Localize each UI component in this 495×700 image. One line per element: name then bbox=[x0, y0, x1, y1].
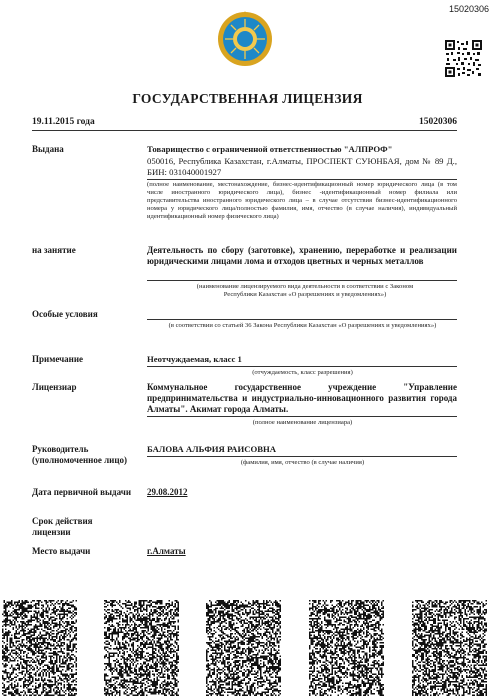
licensor-underline bbox=[147, 416, 457, 417]
validity-label: Срок действия bbox=[32, 516, 93, 526]
document-number: 15020306 bbox=[448, 4, 489, 14]
licensee-underline bbox=[147, 179, 457, 180]
head-label: Руководитель bbox=[32, 444, 89, 454]
issue-date: 19.11.2015 года bbox=[32, 117, 95, 127]
special-conditions-underline bbox=[147, 319, 457, 320]
security-barcode-1 bbox=[2, 600, 77, 696]
activity-note: (наименование лицензируемого вида деятельности в соответствии с Законом Республики Казахстан «О разрешениях и уведомлениях») bbox=[196, 283, 414, 298]
place-value: г.Алматы bbox=[147, 546, 186, 556]
remark-text: Неотчуждаемая, класс 1 bbox=[147, 354, 242, 364]
qr-code-icon bbox=[445, 40, 482, 77]
validity-sublabel: лицензии bbox=[32, 527, 71, 537]
page-title: ГОСУДАРСТВЕННАЯ ЛИЦЕНЗИЯ bbox=[132, 91, 363, 106]
head-underline bbox=[147, 456, 457, 457]
licensee-note: (полное наименование, местонахождение, бизнес-идентификационный номер юридического лица (в том числе иностранного юридического лица), бизнес -идентификационный номер филиала или представительства иностранного юридического лица – в случае отсутствия бизнес-идентификационного номера у юридического лица/полностью фамилия, имя, отчество (в случае наличия), индивидуальный идентификационный номер физического лица) bbox=[147, 181, 457, 220]
activity-underline bbox=[147, 280, 457, 281]
security-barcode-4 bbox=[309, 600, 384, 696]
security-barcode-5 bbox=[412, 600, 487, 696]
head-sublabel: (уполномоченное лицо) bbox=[32, 455, 128, 465]
licensor-note: (полное наименование лицензиара) bbox=[252, 419, 353, 426]
first-issue-date: 29.08.2012 bbox=[147, 487, 188, 497]
remark-underline bbox=[147, 366, 457, 367]
head-note: (фамилия, имя, отчество (в случае наличия) bbox=[240, 459, 365, 466]
special-conditions-note: (в соответствии со статьей 36 Закона Республики Казахстан «О разрешениях и уведомлениях») bbox=[168, 322, 437, 329]
first-issue-label: Дата первичной выдачи bbox=[32, 487, 132, 497]
licensee-name: Товарищество с ограниченной ответственностью "АЛПРОФ" bbox=[147, 144, 393, 154]
license-number: 15020306 bbox=[419, 117, 457, 127]
remark-label: Примечание bbox=[32, 354, 84, 364]
licensor-text: Коммунальное государственное учреждение "Управление предпринимательства и индустриально-инновационного развития города Алматы". Акимат города Алматы. bbox=[147, 382, 457, 414]
licensor-label: Лицензиар bbox=[32, 382, 77, 392]
remark-note: (отчуждаемость, класс разрешения) bbox=[252, 369, 353, 376]
header-divider bbox=[32, 130, 457, 131]
head-name: БАЛОВА АЛЬФИЯ РАИСОВНА bbox=[147, 444, 277, 454]
licensee-address: 050016, Республика Казахстан, г.Алматы, ПРОСПЕКТ СУЮНБАЯ, дом № 89 Д., БИН: 031040001927 bbox=[147, 156, 457, 177]
activity-label: на занятие bbox=[32, 245, 76, 255]
special-conditions-label: Особые условия bbox=[32, 309, 98, 319]
issued-to-label: Выдана bbox=[32, 144, 64, 154]
place-label: Место выдачи bbox=[32, 546, 91, 556]
security-barcode-2 bbox=[104, 600, 179, 696]
state-emblem-icon bbox=[216, 10, 274, 68]
security-barcode-3 bbox=[206, 600, 281, 696]
activity-text: Деятельность по сбору (заготовке), хранению, переработке и реализации юридическими лицами лома и отходов цветных и черных металлов bbox=[147, 245, 457, 266]
